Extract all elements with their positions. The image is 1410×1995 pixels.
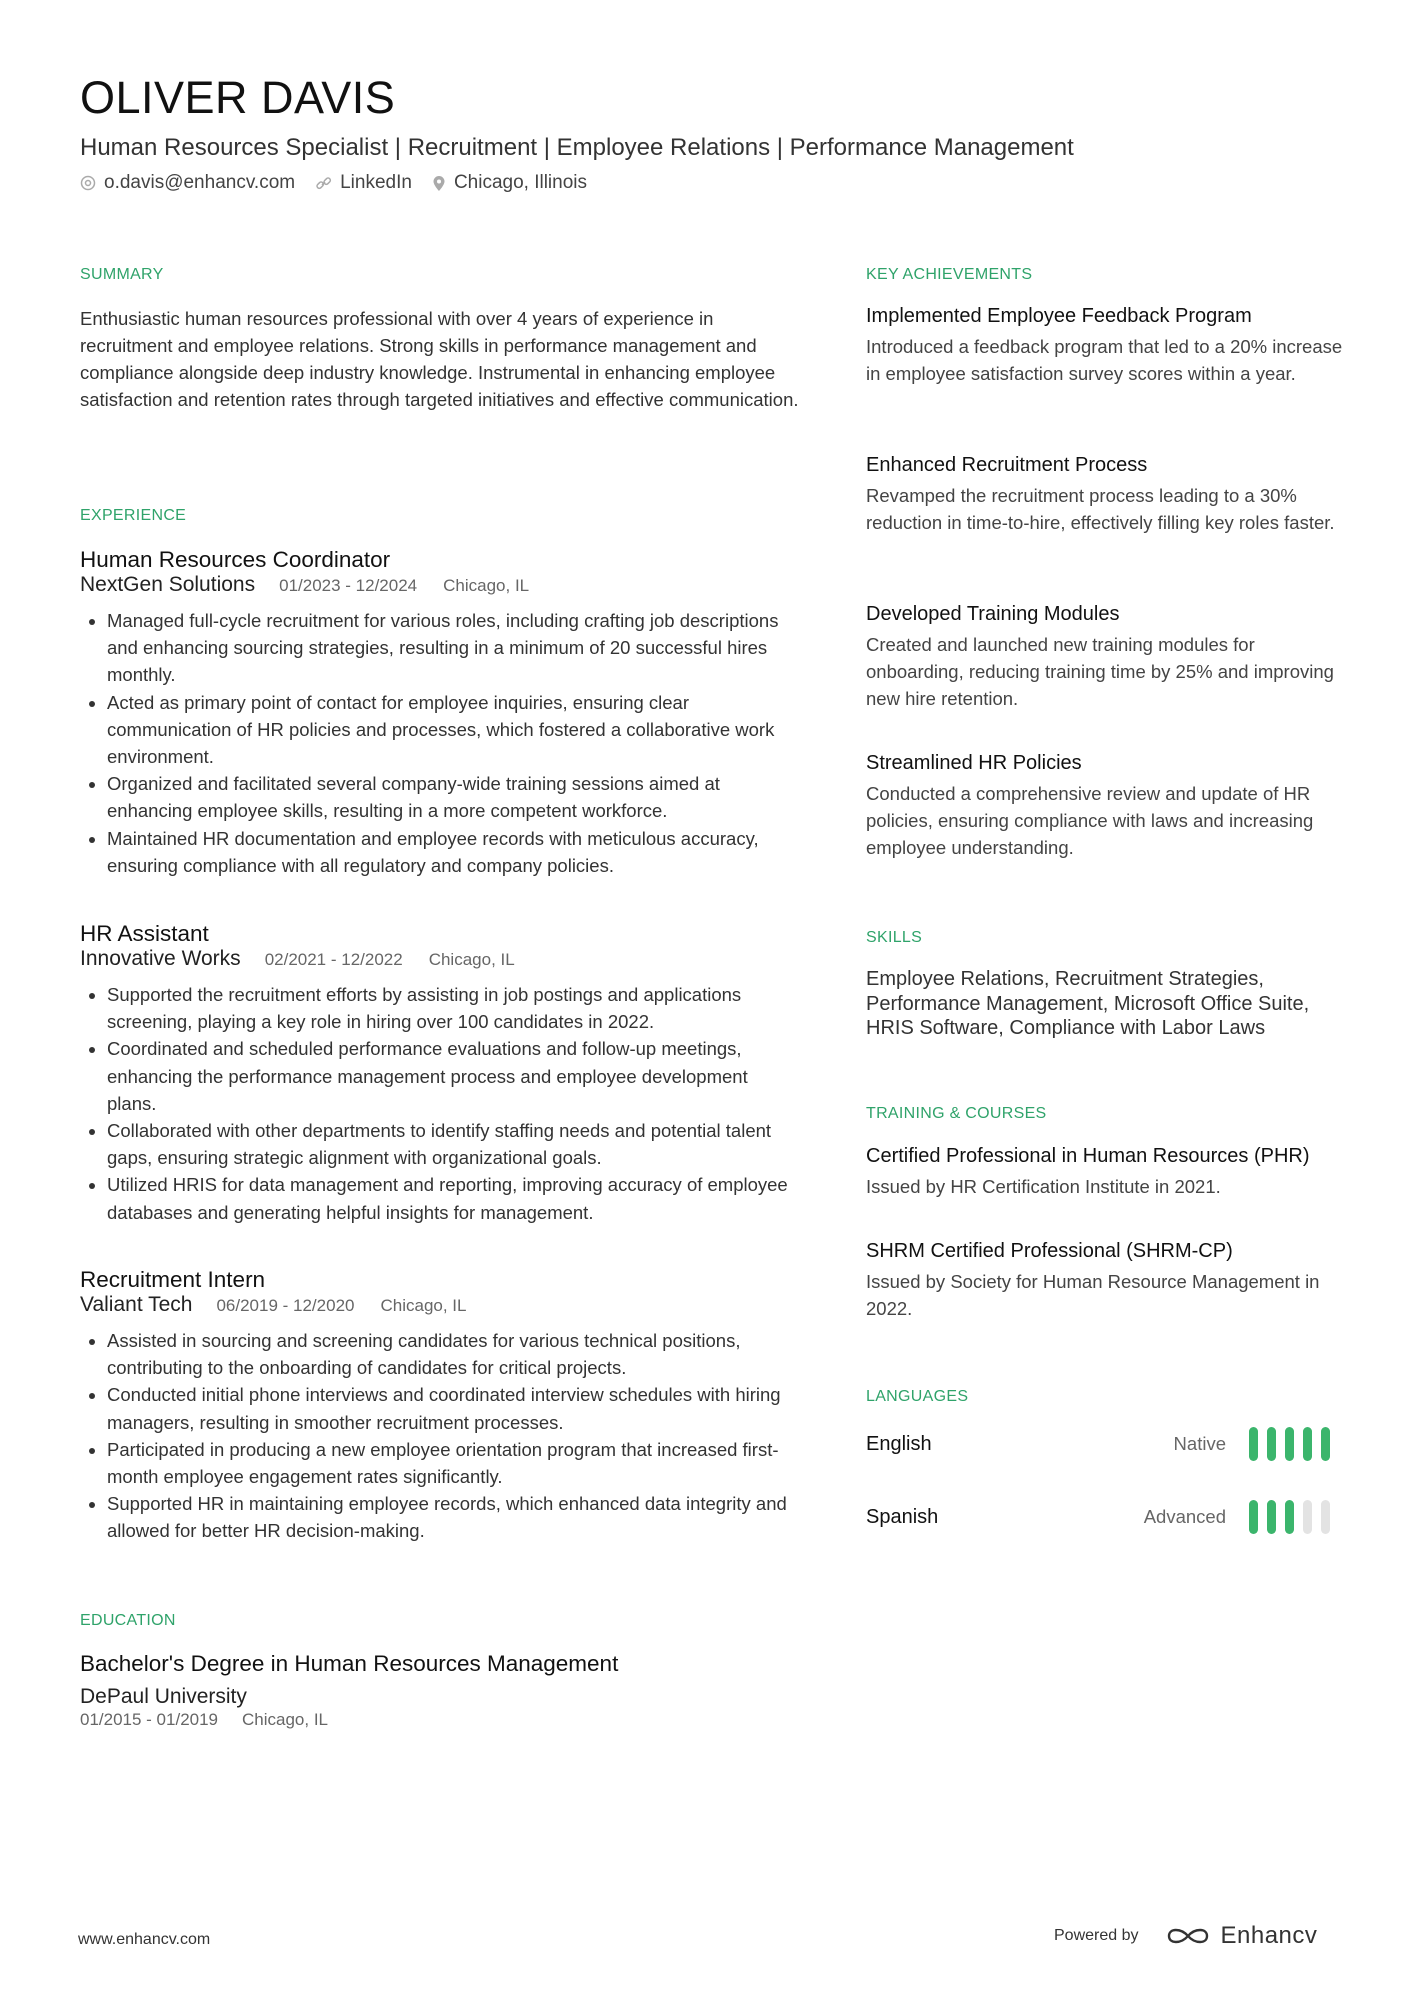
brand-name: Enhancv — [1220, 1922, 1318, 1949]
job-location: Chicago, IL — [380, 1296, 467, 1315]
bullet-item: • Acted as primary point of contact for employee inquiries, ensuring clear communication of HR policies and processes, which fostered a collaborative work environment. — [107, 689, 800, 771]
achievement-title: Enhanced Recruitment Process — [866, 454, 1148, 476]
bullet-item: • Supported the recruitment efforts by assisting in job postings and applications screening, playing a key role in hiring over 100 candidates in 2022. — [107, 981, 800, 1035]
bullet-item: • Supported HR in maintaining employee records, which enhanced data integrity and allowed for better HR decision-making. — [107, 1490, 800, 1544]
job-dates: 01/2023 - 12/2024 — [279, 576, 418, 595]
school-name: DePaul University — [80, 1685, 247, 1708]
language-rating — [1240, 1427, 1330, 1461]
training-desc: Issued by HR Certification Institute in 2021. — [866, 1176, 1221, 1197]
experience-heading: EXPERIENCE — [80, 507, 187, 524]
job-title: HR Assistant — [80, 921, 209, 946]
education-item — [80, 1650, 790, 1730]
achievement-desc: Conducted a comprehensive review and update of HR policies, ensuring compliance with laws and increasing employee understanding. — [866, 783, 1314, 858]
bullet-item: • Coordinated and scheduled performance evaluations and follow-up meetings, enhancing the performance management process and employee development plans. — [107, 1035, 800, 1117]
bullet-item: • Participated in producing a new employee orientation program that increased first-month employee engagement rates significantly. — [107, 1436, 800, 1490]
rating-bar-filled — [1285, 1500, 1294, 1534]
job-location: Chicago, IL — [443, 576, 530, 595]
education-location: Chicago, IL — [242, 1710, 329, 1729]
bullet-item: • Conducted initial phone interviews and coordinated interview schedules with hiring managers, resulting in smoother recruitment processes. — [107, 1381, 800, 1435]
location-text: Chicago, Illinois — [453, 172, 588, 193]
language-rating — [1240, 1500, 1330, 1534]
rating-bar-filled — [1285, 1427, 1294, 1461]
linkedin-text: LinkedIn — [340, 172, 412, 193]
bullet-item: • Collaborated with other departments to identify staffing needs and potential talent gaps, ensuring strategic alignment with organizational goals. — [107, 1117, 800, 1171]
bullet-item: • Maintained HR documentation and employee records with meticulous accuracy, ensuring compliance with all regulatory and company policies. — [107, 825, 800, 879]
achievement-desc: Introduced a feedback program that led to a 20% increase in employee satisfaction survey scores within a year. — [866, 336, 1343, 384]
job-location: Chicago, IL — [428, 950, 515, 969]
training-title: SHRM Certified Professional (SHRM-CP) — [866, 1240, 1233, 1262]
footer-branding — [1054, 1922, 1317, 1950]
rating-bar-filled — [1267, 1500, 1276, 1534]
rating-bar-empty — [1303, 1500, 1312, 1534]
location-pin-icon — [432, 175, 446, 192]
job-title: Human Resources Coordinator — [80, 547, 391, 572]
powered-by-label: Powered by — [1054, 1927, 1139, 1944]
achievement-title: Streamlined HR Policies — [866, 752, 1082, 774]
bullet-item: • Assisted in sourcing and screening candidates for various technical positions, contributing to the onboarding of candidates for critical projects. — [107, 1327, 800, 1381]
achievement-title: Developed Training Modules — [866, 603, 1120, 625]
achievement-item — [866, 303, 1346, 387]
language-name: Spanish — [866, 1505, 939, 1528]
language-name: English — [866, 1432, 932, 1455]
skills-heading: SKILLS — [866, 929, 923, 946]
languages-heading: LANGUAGES — [866, 1388, 969, 1405]
contact-location — [432, 172, 587, 194]
rating-bar-filled — [1249, 1427, 1258, 1461]
experience-item — [80, 920, 800, 1226]
training-item — [866, 1143, 1346, 1200]
company-name: Innovative Works — [80, 947, 241, 970]
achievement-desc: Revamped the recruitment process leading to a 30% reduction in time-to-hire, effectively filling key roles faster. — [866, 485, 1335, 533]
degree-title: Bachelor's Degree in Human Resources Management — [80, 1651, 619, 1676]
education-heading: EDUCATION — [80, 1612, 176, 1629]
achievement-item — [866, 452, 1346, 536]
achievement-item — [866, 601, 1346, 712]
job-title: Recruitment Intern — [80, 1267, 266, 1292]
at-icon — [80, 175, 96, 191]
training-item — [866, 1238, 1346, 1322]
job-bullets — [80, 607, 800, 879]
training-heading: TRAINING & COURSES — [866, 1105, 1047, 1122]
bullet-item: • Organized and facilitated several company-wide training sessions aimed at enhancing employee skills, resulting in a more competent workforce. — [107, 770, 800, 824]
rating-bar-empty — [1321, 1500, 1330, 1534]
language-level: Native — [1173, 1433, 1226, 1454]
candidate-name: OLIVER DAVIS — [80, 72, 396, 123]
company-name: Valiant Tech — [80, 1293, 193, 1316]
job-dates: 02/2021 - 12/2022 — [264, 950, 403, 969]
bullet-item: • Managed full-cycle recruitment for various roles, including crafting job descriptions and enhancing sourcing strategies, resulting in a minimum of 20 successful hires monthly. — [107, 607, 800, 689]
headline: Human Resources Specialist | Recruitment | Employee Relations | Performance Management — [80, 134, 1074, 161]
rating-bar-filled — [1321, 1427, 1330, 1461]
summary-text: Enthusiastic human resources professional with over 4 years of experience in recruitment and employee relations. Strong skills in performance management and compliance alongside deep industry knowledge. Instrumental in enhancing employee satisfaction and retention rates through targeted initiatives and effective communication. — [80, 308, 799, 410]
email-text: o.davis@enhancv.com — [104, 172, 296, 193]
footer-website[interactable]: www.enhancv.com — [78, 1931, 211, 1948]
rating-bar-filled — [1249, 1500, 1258, 1534]
company-name: NextGen Solutions — [80, 573, 256, 596]
rating-bar-filled — [1267, 1427, 1276, 1461]
education-dates: 01/2015 - 01/2019 — [80, 1710, 219, 1729]
skills-text: Employee Relations, Recruitment Strategies, Performance Management, Microsoft Office Suite, HRIS Software, Compliance with Labor Laws — [866, 968, 1310, 1039]
achievements-heading: KEY ACHIEVEMENTS — [866, 266, 1033, 283]
job-bullets — [80, 1327, 800, 1545]
contact-email[interactable] — [80, 172, 295, 194]
bullet-item: • Utilized HRIS for data management and reporting, improving accuracy of employee databases and generating helpful insights for management. — [107, 1171, 800, 1225]
achievement-title: Implemented Employee Feedback Program — [866, 305, 1252, 327]
summary-heading: SUMMARY — [80, 266, 164, 283]
experience-item — [80, 546, 800, 879]
link-icon — [315, 175, 332, 192]
enhancv-logo-icon — [1165, 1924, 1211, 1948]
training-desc: Issued by Society for Human Resource Management in 2022. — [866, 1271, 1320, 1319]
language-row — [866, 1427, 1330, 1461]
achievement-desc: Created and launched new training modules for onboarding, reducing training time by 25% and improving new hire retention. — [866, 634, 1334, 709]
language-level: Advanced — [1143, 1506, 1226, 1527]
job-bullets — [80, 981, 800, 1226]
achievement-item — [866, 750, 1346, 861]
language-row — [866, 1500, 1330, 1534]
job-dates: 06/2019 - 12/2020 — [216, 1296, 355, 1315]
experience-item — [80, 1266, 800, 1545]
contact-bar — [80, 172, 607, 194]
rating-bar-filled — [1303, 1427, 1312, 1461]
training-title: Certified Professional in Human Resources (PHR) — [866, 1145, 1310, 1167]
contact-linkedin[interactable] — [315, 172, 412, 194]
